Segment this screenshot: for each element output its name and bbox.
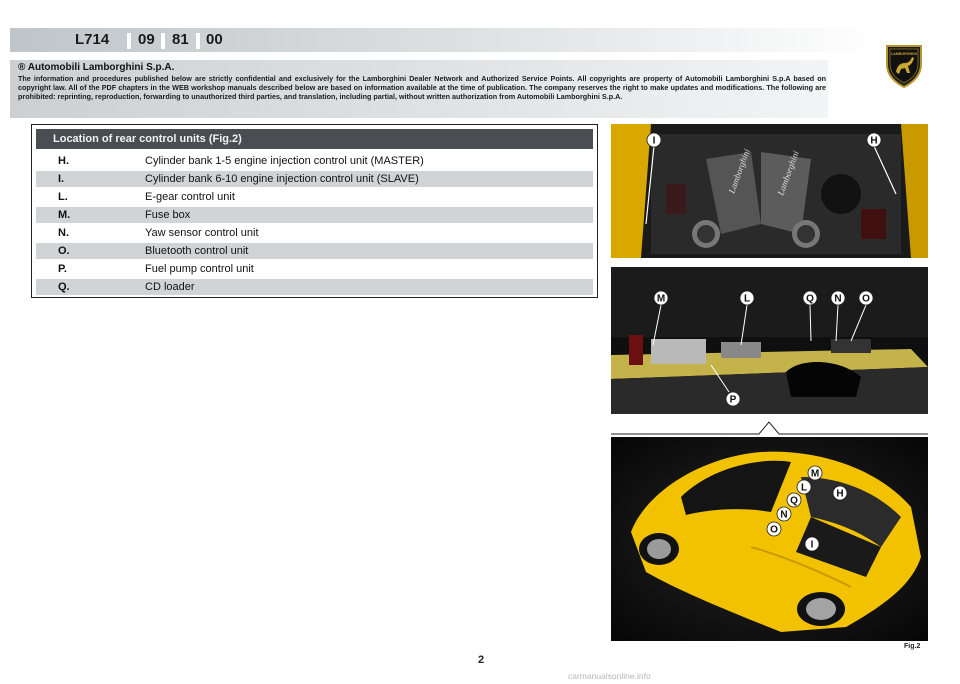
table-row [36,153,593,169]
svg-text:I: I [652,135,656,147]
row-value: E-gear control unit [145,191,235,203]
control-units-table [31,124,598,298]
svg-text:LAMBORGHINI: LAMBORGHINI [891,52,917,56]
svg-text:M: M [656,293,666,305]
svg-text:I: I [810,539,814,551]
label-badge-i [805,537,819,551]
shield-icon [884,44,924,88]
document-code-bar [10,28,880,52]
engine-cover-text: Lamborghini [775,149,801,197]
row-value: CD loader [145,281,195,293]
table-row [36,261,593,277]
page-number: 2 [478,654,485,666]
label-badge-o [859,291,873,305]
row-key: H. [58,155,69,167]
label-badge-i [647,133,661,147]
label-badge-l [797,480,811,494]
row-value: Fuel pump control unit [145,263,254,275]
table-title: Location of rear control units (Fig.2) [36,129,593,149]
table-row [36,189,593,205]
row-value: Cylinder bank 6-10 engine injection control unit (SLAVE) [145,173,419,185]
row-value: Cylinder bank 1-5 engine injection control unit (MASTER) [145,155,424,167]
svg-text:Q: Q [790,495,798,507]
row-value: Bluetooth control unit [145,245,249,257]
figure-label: Fig.2 [904,643,921,650]
code-separator [196,33,200,49]
svg-text:L: L [743,293,751,305]
svg-text:O: O [770,524,778,536]
label-badge-m [654,291,668,305]
compartment-photo [611,267,928,414]
engine-bay-photo [611,124,928,258]
row-key: L. [58,191,68,203]
table-row [36,207,593,223]
svg-text:H: H [870,135,878,147]
svg-text:L: L [800,482,808,494]
table-row [36,225,593,241]
label-badge-p [726,392,740,406]
lamborghini-logo [884,44,924,88]
code-group: 09 [138,31,155,48]
row-key: Q. [58,281,70,293]
svg-text:Q: Q [806,293,814,305]
code-model: L714 [75,31,110,48]
svg-text:M: M [810,468,820,480]
row-key: N. [58,227,69,239]
callout-pointer [611,420,928,438]
row-key: M. [58,209,71,221]
engine-cover-text: Lamborghini [726,147,752,195]
code-revision: 00 [206,31,223,48]
label-badge-o [767,522,781,536]
row-key: O. [58,245,70,257]
disclaimer-text: The information and procedures published below are strictly confidential and exclusively for the Lamborghini Dealer Network and Authorized Service Points. All copyrights are property of Automobili Lamborghini S.p.A based on copyright law. All of the PDF chapters in the WEB workshop manuals described below are based on information available at the time of publication. The company reserves the right to make updates and modifications. The following are prohibited: reprinting, reproduction, forwarding to unauthorized third parties, and translation, including partial, without written authorization from Automobili Lamborghini S.p.A. [18,74,826,101]
code-separator [161,33,165,49]
table-row [36,171,593,187]
row-key: I. [58,173,65,185]
table-row [36,243,593,259]
car-overview-photo [611,437,928,641]
svg-text:O: O [862,293,870,305]
row-value: Fuse box [145,209,191,221]
svg-text:P: P [729,394,737,406]
row-value: Yaw sensor control unit [145,227,259,239]
label-badge-h [867,133,881,147]
label-badge-n [831,291,845,305]
watermark: carmanualsonline.info [568,671,651,681]
label-badge-h [833,486,847,500]
svg-text:N: N [834,293,842,305]
svg-text:N: N [780,509,788,521]
table-row [36,279,593,295]
company-name: ® Automobili Lamborghini S.p.A. [18,62,175,73]
label-badge-m [808,466,822,480]
label-badge-q [787,493,801,507]
label-badge-n [777,507,791,521]
code-subgroup: 81 [172,31,189,48]
code-separator [127,33,131,49]
row-key: P. [58,263,67,275]
label-badge-l [740,291,754,305]
label-badge-q [803,291,817,305]
svg-text:H: H [836,488,844,500]
